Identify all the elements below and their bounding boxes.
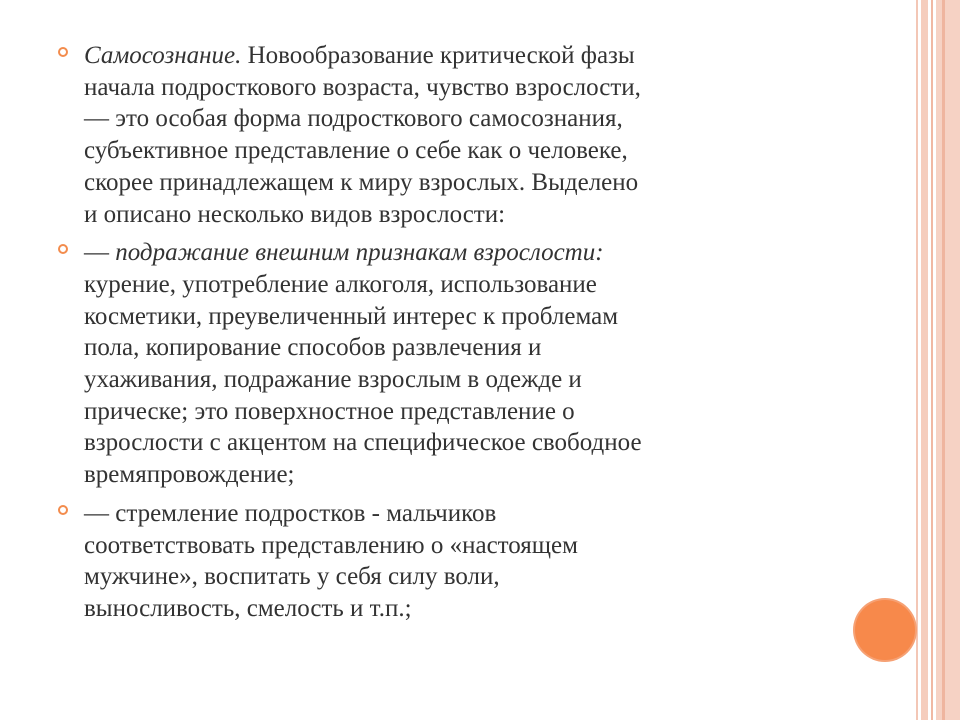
text-line: начала подросткового возраста, чувство взрослости, — [84, 73, 641, 101]
text-line — [84, 237, 858, 269]
decorative-stripe — [921, 0, 928, 720]
bullet-paragraph — [58, 40, 858, 230]
text-line: и описано несколько видов взрослости: — [84, 200, 506, 228]
term-italic: подражание внешним признакам взрослости: — [115, 239, 604, 267]
text-line: — это особая форма подросткового самосознания, — [84, 105, 623, 133]
text-line: прическе; это поверхностное представление о — [84, 397, 575, 425]
text-line: субъективное представление о себе как о человеке, — [84, 137, 628, 165]
decorative-stripe — [931, 0, 933, 720]
decorative-stripe — [916, 0, 918, 720]
decorative-stripe — [936, 0, 960, 720]
text-line: ухаживания, подражание взрослым в одежде и — [84, 366, 582, 394]
text-span: Новообразование критической фазы — [241, 42, 635, 69]
slide-content — [58, 40, 858, 632]
bullet-paragraph — [58, 498, 858, 625]
hollow-circle-bullet-icon — [58, 47, 68, 57]
term-italic: Самосознание. — [84, 42, 242, 69]
text-span: — — [84, 239, 116, 267]
text-line: соответствовать представлению о «настоящем — [84, 531, 578, 559]
text-line: взрослости с акцентом на специфическое свободное — [84, 429, 642, 457]
hollow-circle-bullet-icon — [58, 505, 68, 515]
text-line: мужчине», воспитать у себя силу воли, — [84, 563, 500, 591]
text-line: скорее принадлежащем к миру взрослых. Выделено — [84, 168, 639, 196]
text-line: курение, употребление алкоголя, использование — [84, 270, 597, 298]
text-line: косметики, преувеличенный интерес к проблемам — [84, 302, 619, 330]
text-line: времяпровождение; — [84, 461, 295, 489]
text-line — [84, 40, 858, 72]
text-line: пола, копирование способов развлечения и — [84, 334, 542, 362]
orange-circle-icon — [855, 600, 915, 660]
text-line: — стремление подростков - мальчиков — [84, 499, 497, 527]
bullet-paragraph — [58, 237, 858, 491]
hollow-circle-bullet-icon — [58, 244, 68, 254]
decorative-stripe — [942, 0, 945, 720]
text-line: выносливость, смелость и т.п.; — [84, 594, 412, 622]
